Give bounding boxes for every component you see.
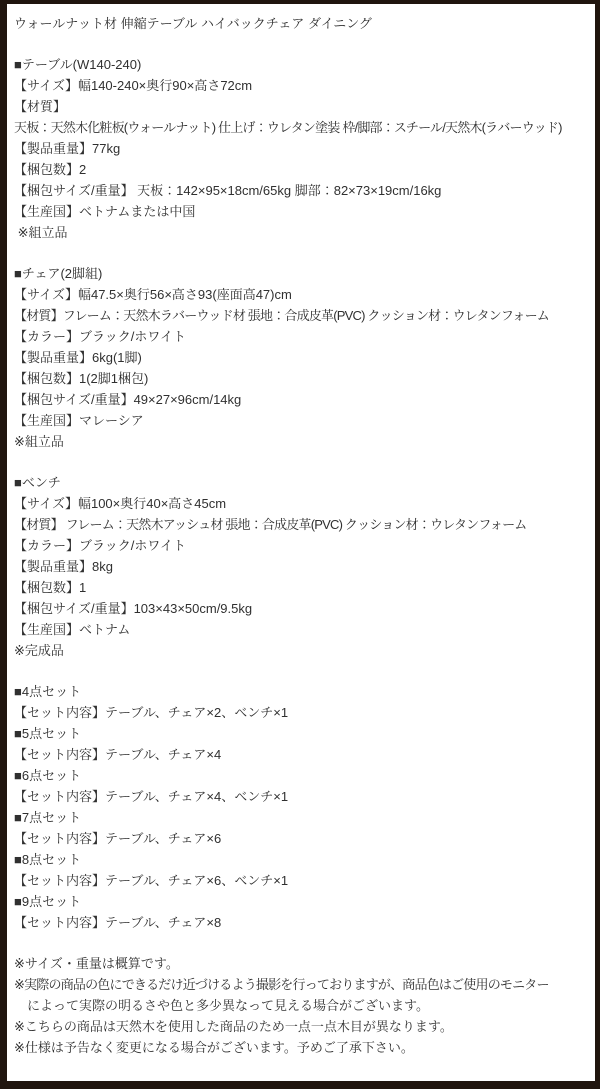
spec-line-assembly-note: ※組立品 xyxy=(14,225,68,240)
spec-line-origin: 【生産国】ベトナム xyxy=(14,622,131,637)
spec-line-size: 【サイズ】幅140-240×奥行90×高さ72cm xyxy=(14,78,253,93)
spec-line-package-size: 【梱包サイズ/重量】103×43×50cm/9.5kg xyxy=(14,601,253,616)
set-5-content: 【セット内容】テーブル、チェア×4 xyxy=(14,747,222,762)
section-chair-heading: ■チェア(2脚組) xyxy=(14,266,103,281)
set-8-heading: ■8点セット xyxy=(14,852,82,867)
footnotes xyxy=(14,953,591,1058)
section-table-heading: ■テーブル(W140-240) xyxy=(14,57,142,72)
footnote-approx: ※サイズ・重量は概算です。 xyxy=(14,956,179,971)
spec-line-material-label: 【材質】 xyxy=(14,99,67,114)
product-title: ウォールナット材 伸縮テーブル ハイバックチェア ダイニング xyxy=(14,16,372,31)
spec-line-size: 【サイズ】幅47.5×奥行56×高さ93(座面高47)cm xyxy=(14,287,292,302)
section-bench xyxy=(14,472,591,661)
spec-line-color: 【カラー】ブラック/ホワイト xyxy=(14,538,186,553)
spec-line-origin: 【生産国】ベトナムまたは中国 xyxy=(14,204,196,219)
spec-line-package-size: 【梱包サイズ/重量】49×27×96cm/14kg xyxy=(14,392,242,407)
spec-line-package-count: 【梱包数】1(2脚1梱包) xyxy=(14,371,149,386)
footnote-color-monitor-2: によって実際の明るさや色と多少異なって見える場合がございます。 xyxy=(14,998,429,1013)
footnote-wood-grain: ※こちらの商品は天然木を使用した商品のため一点一点木目が異なります。 xyxy=(14,1019,453,1034)
section-bench-heading: ■ベンチ xyxy=(14,475,61,490)
set-4-heading: ■4点セット xyxy=(14,684,82,699)
set-9-content: 【セット内容】テーブル、チェア×8 xyxy=(14,915,222,930)
spec-line-material: 【材質】フレーム：天然木ラバーウッド材 張地：合成皮革(PVC) クッション材：ウレタンフォーム xyxy=(14,308,550,323)
spec-line-material: 【材質】 フレーム：天然木アッシュ材 張地：合成皮革(PVC) クッション材：ウレタンフォーム xyxy=(14,517,527,532)
spec-line-material-detail: 天板：天然木化粧板(ウォールナット) 仕上げ：ウレタン塗装 枠/脚部：スチール/天然木(ラバーウッド) xyxy=(14,120,562,135)
spec-line-color: 【カラー】ブラック/ホワイト xyxy=(14,329,186,344)
spec-line-package-size: 【梱包サイズ/重量】 天板：142×95×18cm/65kg 脚部：82×73×19cm/16kg xyxy=(14,183,442,198)
set-7-content: 【セット内容】テーブル、チェア×6 xyxy=(14,831,222,846)
set-6-heading: ■6点セット xyxy=(14,768,82,783)
spec-line-origin: 【生産国】マレーシア xyxy=(14,413,144,428)
spec-line-weight: 【製品重量】77kg xyxy=(14,141,121,156)
set-5-heading: ■5点セット xyxy=(14,726,82,741)
spec-line-weight: 【製品重量】6kg(1脚) xyxy=(14,350,142,365)
set-9-heading: ■9点セット xyxy=(14,894,82,909)
set-8-content: 【セット内容】テーブル、チェア×6、ベンチ×1 xyxy=(14,873,289,888)
spec-line-assembly-note: ※組立品 xyxy=(14,434,64,449)
section-sets xyxy=(14,681,591,933)
footnote-spec-change: ※仕様は予告なく変更になる場合がございます。予めご了承下さい。 xyxy=(14,1040,414,1055)
spec-line-weight: 【製品重量】8kg xyxy=(14,559,113,574)
spec-line-package-count: 【梱包数】1 xyxy=(14,580,87,595)
spec-line-size: 【サイズ】幅100×奥行40×高さ45cm xyxy=(14,496,227,511)
spec-line-package-count: 【梱包数】2 xyxy=(14,162,87,177)
section-chair xyxy=(14,263,591,452)
set-4-content: 【セット内容】テーブル、チェア×2、ベンチ×1 xyxy=(14,705,289,720)
spec-line-finished-note: ※完成品 xyxy=(14,643,64,658)
section-table xyxy=(14,54,591,243)
set-6-content: 【セット内容】テーブル、チェア×4、ベンチ×1 xyxy=(14,789,289,804)
footnote-color-monitor-1: ※実際の商品の色にできるだけ近づけるよう撮影を行っておりますが、商品色はご使用のモニター xyxy=(14,977,549,992)
set-7-heading: ■7点セット xyxy=(14,810,82,825)
